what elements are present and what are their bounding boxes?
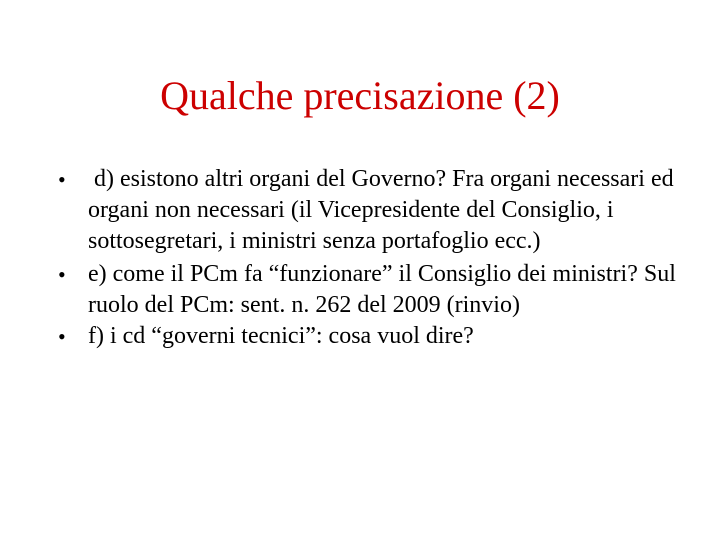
bullet-text: e) come il PCm fa “funzionare” il Consiglio dei ministri? Sul ruolo del PCm: sent. n. 262 del 2009 (rinvio) (88, 261, 676, 318)
bullet-item-3 (58, 321, 678, 352)
bullet-item-2 (58, 259, 678, 321)
bullet-icon: • (58, 262, 66, 287)
bullet-text: d) esistono altri organi del Governo? Fra organi necessari ed organi non necessari (il Vicepresidente del Consiglio, i sottosegretari, i ministri senza portafoglio ecc.) (88, 166, 680, 254)
bullet-icon: • (58, 167, 66, 192)
bullet-text: f) i cd “governi tecnici”: cosa vuol dire? (88, 323, 474, 349)
bullet-list (58, 164, 678, 352)
bullet-item-1 (58, 164, 678, 257)
slide-title: Qualche precisazione (2) (160, 73, 560, 118)
bullet-icon: • (58, 324, 66, 349)
